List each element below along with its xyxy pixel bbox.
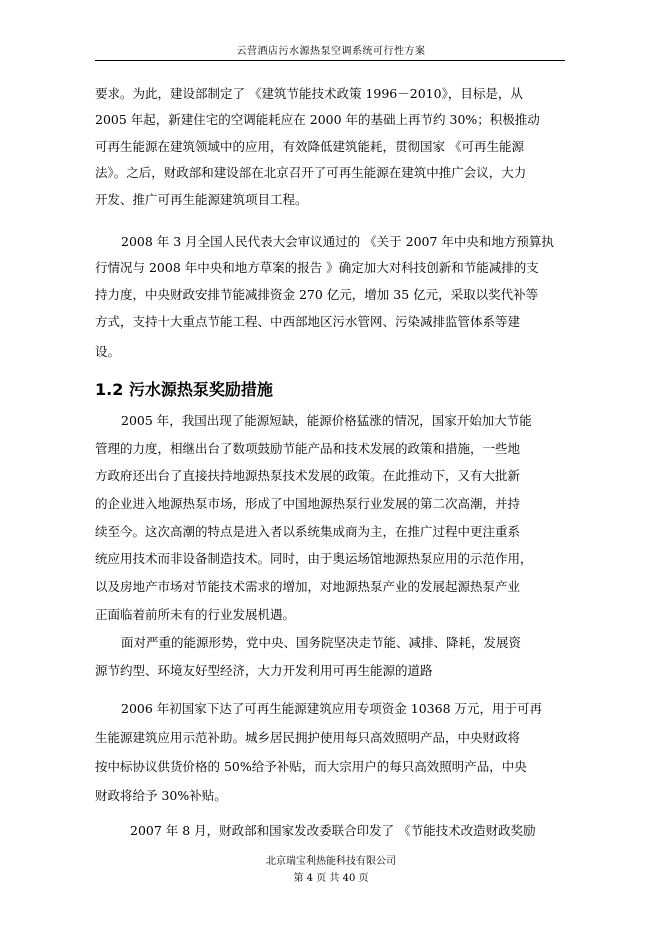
body-line: 法》。之后，财政部和建设部在北京召开了可再生能源在建筑中推广会议，大力 xyxy=(95,165,527,180)
body-line: 按中标协议供货价格的 50%给予补贴，而大宗用户的每只高效照明产品，中央 xyxy=(95,759,527,774)
body-line: 要求。为此，建设部制定了 《建筑节能技术政策 1996－2010》，目标是，从 xyxy=(95,86,523,101)
body-line: 统应用技术而非设备制造技术。同时，由于奥运场馆地源热泵应用的示范作用， xyxy=(95,551,533,566)
body-line: 源节约型、环境友好型经济，大力开发利用可再生能源的道路 xyxy=(95,663,433,678)
body-line: 2005 年，我国出现了能源短缺，能源价格猛涨的情况，国家开始加大节能 xyxy=(121,413,532,428)
body-line: 2008 年 3 月全国人民代表大会审议通过的 《关于 2007 年中央和地方预算执 xyxy=(121,234,554,249)
body-line: 方政府还出台了直接扶持地源热泵技术发展的政策。在此推动下，又有大批新 xyxy=(95,468,521,483)
running-header-title: 云营酒店污水源热泵空调系统可行性方案 xyxy=(236,46,426,57)
body-line: 续至今。这次高潮的特点是进入者以系统集成商为主，在推广过程中更注重系 xyxy=(95,524,521,539)
body-line: 可再生能源在建筑领域中的应用，有效降低建筑能耗，贯彻国家 《可再生能源 xyxy=(95,139,524,154)
section-heading: 1.2 污水源热泵奖励措施 xyxy=(95,380,273,399)
body-line: 2005 年起，新建住宅的空调能耗应在 2000 年的基础上再节约 30%；积极推动 xyxy=(95,112,540,127)
body-line: 开发、推广可再生能源建筑项目工程。 xyxy=(95,192,308,207)
body-line: 管理的力度，相继出台了数项鼓励节能产品和技术发展的政策和措施，一些地 xyxy=(95,441,521,456)
body-line: 2007 年 8 月，财政部和国家发改委联合印发了 《节能技术改造财政奖励 xyxy=(130,823,536,838)
footer-company-name: 北京瑞宝利热能科技有限公司 xyxy=(266,856,396,867)
body-line: 持力度，中央财政安排节能减排资金 270 亿元，增加 35 亿元，采取以奖代补等 xyxy=(95,287,539,302)
body-line: 财政将给予 30%补贴。 xyxy=(95,788,227,803)
body-line: 正面临着前所未有的行业发展机遇。 xyxy=(95,607,296,622)
body-line: 面对严重的能源形势，党中央、国务院坚决走节能、减排、降耗，发展资 xyxy=(121,635,522,650)
body-line: 2006 年初国家下达了可再生能源建筑应用专项资金 10368 万元，用于可再 xyxy=(121,701,542,716)
footer-page-number: 第 4 页 共 40 页 xyxy=(293,873,369,884)
body-line: 生能源建筑应用示范补助。城乡居民拥护使用每只高效照明产品，中央财政将 xyxy=(95,730,521,745)
body-line: 设。 xyxy=(95,344,121,359)
body-line: 行情况与 2008 年中央和地方草案的报告 》确定加大对科技创新和节能减排的支 xyxy=(95,260,539,275)
body-line: 的企业进入地源热泵市场，形成了中国地源热泵行业发展的第二次高潮，并持 xyxy=(95,496,521,511)
body-line: 方式，支持十大重点节能工程、中西部地区污水管网、污染减排监管体系等建 xyxy=(95,314,521,329)
body-line: 以及房地产市场对节能技术需求的增加，对地源热泵产业的发展起源热泵产业 xyxy=(95,579,521,594)
header-divider xyxy=(95,60,565,61)
